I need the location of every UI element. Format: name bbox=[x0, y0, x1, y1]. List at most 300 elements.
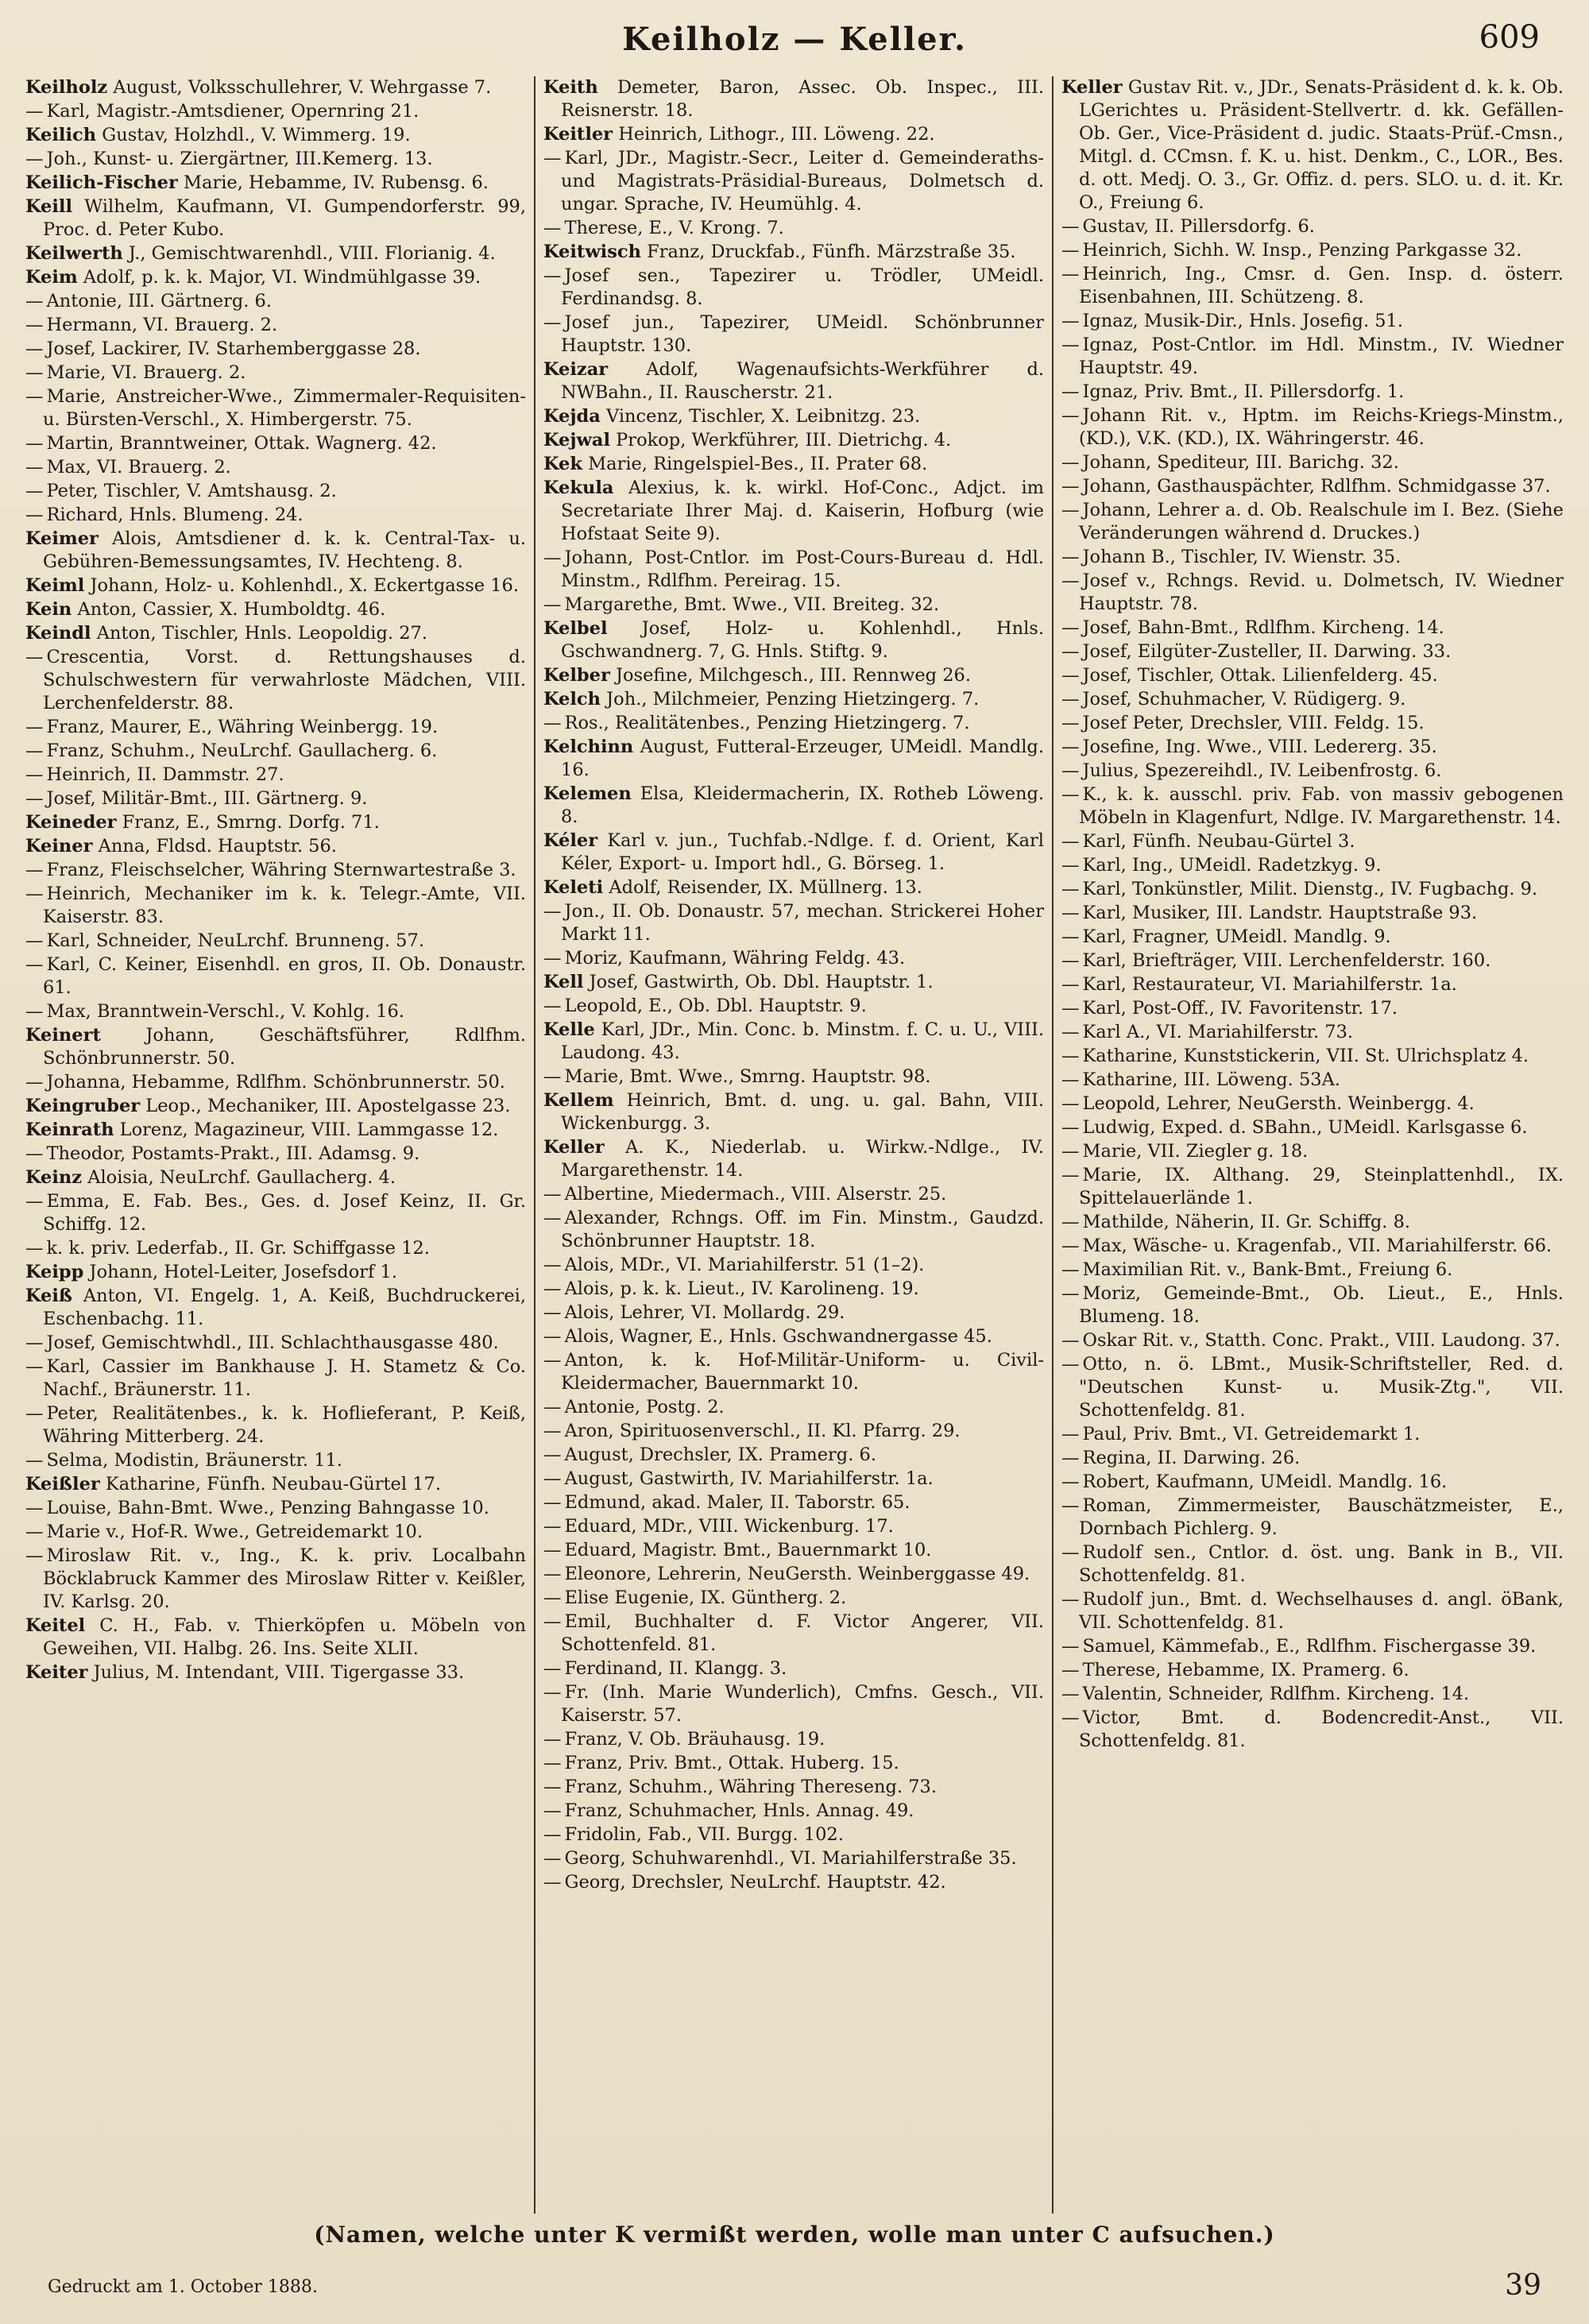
entry-text: Albertine, Miedermach., VIII. Alserstr. 25. bbox=[564, 1184, 947, 1205]
entry-text: Josef, Tischler, Ottak. Lilienfelderg. 45. bbox=[1082, 665, 1438, 686]
directory-entry bbox=[25, 930, 526, 953]
entry-text: Franz, Schuhm., Währing Thereseng. 73. bbox=[564, 1777, 938, 1797]
ditto-dash: — bbox=[25, 101, 44, 122]
directory-entry bbox=[543, 1444, 1044, 1467]
directory-entry bbox=[543, 1611, 1044, 1657]
ditto-dash: — bbox=[25, 1001, 44, 1022]
directory-entry bbox=[25, 1521, 526, 1544]
entry-text: Victor, Bmt. d. Bodencredit-Anst., VII. Schottenfeldg. 81. bbox=[1079, 1707, 1564, 1751]
entry-text: Karl, JDr., Magistr.-Secr., Leiter d. Gemeinderaths- und Magistrats-Präsidial-Bureaus, Dolmetsch d. ungar. Sprache, IV. Heumühlg. 4. bbox=[561, 148, 1044, 215]
directory-entry bbox=[25, 1024, 526, 1070]
directory-entry bbox=[25, 148, 526, 171]
ditto-dash: — bbox=[25, 647, 44, 667]
entry-text: Heinrich, Bmt. d. ung. u. gal. Bahn, VIII. Wickenburgg. 3. bbox=[561, 1090, 1044, 1134]
directory-entry bbox=[25, 646, 526, 715]
directory-entry bbox=[543, 971, 1044, 994]
entry-surname: Keiner bbox=[25, 836, 93, 857]
directory-entry bbox=[543, 453, 1044, 476]
directory-entry bbox=[25, 1071, 526, 1094]
entry-text: Hermann, VI. Brauerg. 2. bbox=[46, 315, 278, 335]
directory-entry bbox=[25, 1143, 526, 1166]
directory-entry bbox=[25, 100, 526, 123]
directory-entry bbox=[1061, 310, 1564, 333]
ditto-dash: — bbox=[1061, 1542, 1080, 1563]
ditto-dash: — bbox=[543, 1848, 562, 1869]
entry-text: Alexius, k. k. wirkl. Hof-Conc., Adjct. im Secretariate Ihrer Maj. d. Kaiserin, Hofburg (wie Hofstaat Seite 9). bbox=[561, 478, 1045, 544]
entry-text: Fr. (Inh. Marie Wunderlich), Cmfns. Gesch., VII. Kaiserstr. 57. bbox=[561, 1682, 1044, 1726]
directory-entry bbox=[1061, 783, 1564, 829]
directory-entry bbox=[25, 76, 526, 99]
entry-text: Theodor, Postamts-Prakt., III. Adamsg. 9. bbox=[46, 1143, 420, 1164]
entry-surname: Keiml bbox=[25, 575, 85, 596]
entry-text: Louise, Bahn-Bmt. Wwe., Penzing Bahngasse 10. bbox=[46, 1498, 489, 1518]
directory-entry bbox=[543, 311, 1044, 358]
ditto-dash: — bbox=[543, 148, 562, 168]
entry-text: Ferdinand, II. Klangg. 3. bbox=[564, 1658, 787, 1679]
directory-columns bbox=[17, 76, 1572, 2214]
ditto-dash: — bbox=[25, 1238, 44, 1259]
ditto-dash: — bbox=[543, 1658, 562, 1679]
entry-surname: Keill bbox=[25, 196, 73, 217]
directory-entry bbox=[543, 900, 1044, 946]
ditto-dash: — bbox=[25, 386, 44, 407]
directory-entry bbox=[1061, 1116, 1564, 1139]
entry-text: Margarethe, Bmt. Wwe., VII. Breiteg. 32. bbox=[564, 594, 940, 615]
entry-text: Franz, E., Smrng. Dorfg. 71. bbox=[122, 812, 380, 833]
ditto-dash: — bbox=[1061, 1022, 1080, 1042]
ditto-dash: — bbox=[1061, 641, 1080, 662]
print-date: Gedruckt am 1. October 1888. bbox=[48, 2277, 318, 2297]
directory-entry bbox=[1061, 1282, 1564, 1328]
ditto-dash: — bbox=[1061, 1046, 1080, 1066]
entry-text: Marie, VI. Brauerg. 2. bbox=[46, 362, 246, 383]
entry-surname: Keith bbox=[543, 77, 598, 98]
ditto-dash: — bbox=[25, 930, 44, 951]
directory-entry bbox=[543, 1065, 1044, 1089]
directory-entry bbox=[1061, 688, 1564, 711]
directory-entry bbox=[1061, 760, 1564, 783]
ditto-dash: — bbox=[1061, 1165, 1080, 1185]
ditto-dash: — bbox=[1061, 405, 1080, 426]
directory-entry bbox=[543, 876, 1044, 899]
entry-text: Antonie, III. Gärtnerg. 6. bbox=[46, 291, 273, 311]
directory-entry bbox=[1061, 334, 1564, 380]
ditto-dash: — bbox=[1061, 1235, 1080, 1256]
directory-entry bbox=[543, 1325, 1044, 1348]
directory-entry bbox=[25, 953, 526, 1000]
directory-entry bbox=[25, 338, 526, 361]
directory-entry bbox=[1061, 1211, 1564, 1234]
entry-text: Karl v. jun., Tuchfab.-Ndlge. f. d. Orient, Karl Kéler, Export- u. Import hdl., G. Börseg. 1. bbox=[561, 830, 1044, 874]
entry-text: Marie, Hebamme, IV. Rubensg. 6. bbox=[184, 172, 489, 193]
entry-text: Josef, Bahn-Bmt., Rdlfhm. Kircheng. 14. bbox=[1082, 617, 1444, 638]
ditto-dash: — bbox=[1061, 1141, 1080, 1162]
directory-entry bbox=[543, 1207, 1044, 1253]
ditto-dash: — bbox=[1061, 1424, 1080, 1444]
entry-text: Karl, C. Keiner, Eisenhdl. en gros, II. Ob. Donaustr. 61. bbox=[43, 954, 526, 998]
page-number: 609 bbox=[1479, 19, 1540, 56]
entry-text: Josef, Schuhmacher, V. Rüdigerg. 9. bbox=[1082, 689, 1406, 710]
directory-entry bbox=[25, 740, 526, 763]
entry-text: Karl, Tonkünstler, Milit. Dienstg., IV. Fugbachg. 9. bbox=[1082, 879, 1538, 899]
entry-text: Karl, Musiker, III. Landstr. Hauptstraße 93. bbox=[1082, 903, 1478, 923]
entry-text: Ignaz, Post-Cntlor. im Hdl. Minstm., IV. Wiedner Hauptstr. 49. bbox=[1079, 334, 1564, 378]
ditto-dash: — bbox=[543, 312, 562, 333]
directory-entry bbox=[543, 783, 1044, 829]
ditto-dash: — bbox=[1061, 381, 1080, 402]
entry-text: Anton, Tischler, Hnls. Leopoldig. 27. bbox=[96, 623, 427, 644]
ditto-dash: — bbox=[1061, 500, 1080, 520]
column-middle bbox=[535, 76, 1054, 2214]
entry-text: Eleonore, Lehrerin, NeuGersth. Weinberggasse 49. bbox=[564, 1564, 1030, 1584]
entry-text: Ignaz, Musik-Dir., Hnls. Josefig. 51. bbox=[1082, 311, 1404, 331]
ditto-dash: — bbox=[1061, 1471, 1080, 1492]
entry-text: Richard, Hnls. Blumeng. 24. bbox=[46, 505, 303, 525]
directory-entry bbox=[543, 995, 1044, 1018]
entry-text: Marie, VII. Ziegler g. 18. bbox=[1082, 1141, 1309, 1162]
directory-entry bbox=[25, 266, 526, 289]
ditto-dash: — bbox=[543, 948, 562, 969]
ditto-dash: — bbox=[543, 1824, 562, 1845]
entry-text: Katharine, Fünfh. Neubau-Gürtel 17. bbox=[105, 1474, 441, 1495]
directory-entry bbox=[25, 1119, 526, 1142]
directory-entry bbox=[25, 1332, 526, 1355]
ditto-dash: — bbox=[1061, 713, 1080, 733]
entry-text: J., Gemischtwarenhdl., VIII. Florianig. 4. bbox=[128, 243, 496, 264]
entry-surname: Kejda bbox=[543, 406, 601, 427]
directory-entry bbox=[1061, 664, 1564, 687]
directory-entry bbox=[1061, 1069, 1564, 1092]
entry-text: Josef, Holz- u. Kohlenhdl., Hnls. Gschwandnerg. 7, G. Hnls. Stiftg. 9. bbox=[561, 618, 1044, 662]
directory-entry bbox=[25, 1497, 526, 1520]
entry-text: Joh., Milchmeier, Penzing Hietzingerg. 7. bbox=[606, 689, 980, 710]
ditto-dash: — bbox=[543, 547, 562, 568]
ditto-dash: — bbox=[25, 764, 44, 785]
directory-entry bbox=[543, 1800, 1044, 1823]
entry-text: Franz, Druckfab., Fünfh. Märzstraße 35. bbox=[647, 242, 1016, 262]
entry-text: Leopold, Lehrer, NeuGersth. Weinbergg. 4. bbox=[1082, 1093, 1475, 1114]
ditto-dash: — bbox=[543, 1729, 562, 1750]
entry-text: Franz, Fleischselcher, Währing Sternwartestraße 3. bbox=[46, 860, 516, 880]
directory-entry bbox=[1061, 1707, 1564, 1753]
entry-text: Johann, Hotel-Leiter, Josefsdorf 1. bbox=[89, 1262, 397, 1282]
directory-entry bbox=[1061, 404, 1564, 450]
ditto-dash: — bbox=[1061, 1448, 1080, 1468]
directory-entry bbox=[1061, 1471, 1564, 1494]
ditto-dash: — bbox=[25, 860, 44, 880]
entry-text: Alois, Lehrer, VI. Mollardg. 29. bbox=[564, 1302, 845, 1323]
ditto-dash: — bbox=[1061, 1707, 1080, 1728]
entry-surname: Kein bbox=[25, 599, 72, 620]
ditto-dash: — bbox=[25, 1356, 44, 1377]
entry-surname: Kéler bbox=[543, 830, 598, 851]
ditto-dash: — bbox=[1061, 1354, 1080, 1375]
entry-surname: Keißler bbox=[25, 1474, 100, 1495]
ditto-dash: — bbox=[1061, 240, 1080, 261]
ditto-dash: — bbox=[1061, 1330, 1080, 1351]
entry-text: Julius, Spezereihdl., IV. Leibenfrostg. 6. bbox=[1082, 760, 1442, 781]
entry-text: Lorenz, Magazineur, VIII. Lammgasse 12. bbox=[119, 1119, 499, 1140]
entry-text: Franz, Schuhmacher, Hnls. Annag. 49. bbox=[564, 1800, 914, 1821]
entry-text: Samuel, Kämmefab., E., Rdlfhm. Fischergasse 39. bbox=[1082, 1636, 1537, 1657]
entry-text: Gustav, Holzhdl., V. Wimmerg. 19. bbox=[102, 125, 411, 145]
directory-entry bbox=[543, 617, 1044, 663]
directory-entry bbox=[543, 1847, 1044, 1870]
entry-text: Leopold, E., Ob. Dbl. Hauptstr. 9. bbox=[564, 996, 867, 1016]
entry-text: Aron, Spirituosenverschl., II. Kl. Pfarrg. 29. bbox=[564, 1421, 961, 1441]
directory-entry bbox=[543, 477, 1044, 546]
directory-entry bbox=[25, 432, 526, 455]
ditto-dash: — bbox=[543, 1587, 562, 1608]
entry-text: Therese, Hebamme, IX. Pramerg. 6. bbox=[1082, 1660, 1409, 1680]
entry-text: Mathilde, Näherin, II. Gr. Schiffg. 8. bbox=[1082, 1212, 1411, 1232]
directory-entry bbox=[543, 1301, 1044, 1324]
entry-surname: Kelchinn bbox=[543, 737, 634, 757]
directory-entry bbox=[25, 1402, 526, 1448]
ditto-dash: — bbox=[543, 1208, 562, 1228]
directory-entry bbox=[1061, 854, 1564, 877]
ditto-dash: — bbox=[543, 1066, 562, 1087]
entry-text: Johann Rit. v., Hptm. im Reichs-Kriegs-Minstm., (KD.), V.K. (KD.), IX. Währingerstr. 46. bbox=[1079, 405, 1564, 449]
entry-surname: Keingruber bbox=[25, 1096, 141, 1116]
entry-text: Ros., Realitätenbes., Penzing Hietzingerg. 7. bbox=[564, 713, 970, 733]
directory-entry bbox=[543, 1823, 1044, 1846]
entry-text: Robert, Kaufmann, UMeidl. Mandlg. 16. bbox=[1082, 1471, 1448, 1492]
ditto-dash: — bbox=[1061, 617, 1080, 638]
entry-text: Josef, Gemischtwhdl., III. Schlachthausgasse 480. bbox=[46, 1332, 499, 1353]
entry-text: Adolf, p. k. k. Major, VI. Windmühlgasse 39. bbox=[83, 267, 481, 288]
entry-text: Elise Eugenie, IX. Güntherg. 2. bbox=[564, 1587, 847, 1608]
entry-surname: Keller bbox=[543, 1137, 605, 1158]
entry-text: Josefine, Ing. Wwe., VIII. Ledererg. 35. bbox=[1082, 737, 1437, 757]
directory-entry bbox=[543, 1467, 1044, 1491]
ditto-dash: — bbox=[25, 362, 44, 383]
ditto-dash: — bbox=[543, 1872, 562, 1893]
ditto-dash: — bbox=[25, 149, 44, 169]
entry-text: Max, VI. Brauerg. 2. bbox=[46, 457, 231, 478]
directory-entry bbox=[1061, 1541, 1564, 1587]
directory-entry bbox=[543, 1776, 1044, 1799]
entry-text: Rudolf sen., Cntlor. d. öst. ung. Bank in B., VII. Schottenfeldg. 81. bbox=[1079, 1542, 1564, 1586]
column-right bbox=[1054, 76, 1572, 2214]
directory-entry bbox=[25, 859, 526, 882]
entry-text: Alois, MDr., VI. Mariahilferstr. 51 (1–2). bbox=[564, 1255, 925, 1275]
directory-entry bbox=[25, 1190, 526, 1236]
entry-text: Wilhelm, Kaufmann, VI. Gumpendorferstr. 99, Proc. d. Peter Kubo. bbox=[43, 196, 526, 240]
entry-text: Georg, Schuhwarenhdl., VI. Mariahilferstraße 35. bbox=[564, 1848, 1017, 1869]
entry-text: Johann, Post-Cntlor. im Post-Cours-Bureau d. Hdl. Minstm., Rdlfhm. Pereirag. 15. bbox=[561, 547, 1044, 591]
entry-text: Eduard, Magistr. Bmt., Bauernmarkt 10. bbox=[564, 1540, 932, 1560]
entry-text: Aloisia, NeuLrchf. Gaullacherg. 4. bbox=[87, 1167, 396, 1188]
ditto-dash: — bbox=[1061, 974, 1080, 995]
entry-text: Julius, M. Intendant, VIII. Tigergasse 33. bbox=[93, 1662, 465, 1683]
entry-text: Heinrich, Mechaniker im k. k. Telegr.-Amte, VII. Kaiserstr. 83. bbox=[43, 884, 526, 927]
ditto-dash: — bbox=[25, 1403, 44, 1424]
directory-entry bbox=[1061, 1329, 1564, 1352]
entry-text: Moriz, Gemeinde-Bmt., Ob. Lieut., E., Hnls. Blumeng. 18. bbox=[1079, 1283, 1564, 1327]
column-left bbox=[17, 76, 535, 2214]
entry-text: Regina, II. Darwing. 26. bbox=[1082, 1448, 1301, 1468]
ditto-dash: — bbox=[1061, 311, 1080, 331]
directory-entry bbox=[25, 764, 526, 787]
directory-entry bbox=[543, 241, 1044, 264]
entry-text: Karl, Schneider, NeuLrchf. Brunneng. 57. bbox=[46, 930, 424, 951]
entry-surname: Keitel bbox=[25, 1615, 86, 1636]
entry-text: K., k. k. ausschl. priv. Fab. von massiv gebogenen Möbeln in Klagenfurt, Ndlge. IV. Margarethenstr. 14. bbox=[1079, 784, 1564, 828]
ditto-dash: — bbox=[543, 1800, 562, 1821]
directory-entry bbox=[25, 124, 526, 147]
directory-entry bbox=[1061, 1447, 1564, 1470]
ditto-dash: — bbox=[543, 1184, 562, 1205]
entry-text: Max, Wäsche- u. Kragenfab., VII. Mariahilferstr. 66. bbox=[1082, 1235, 1552, 1256]
directory-entry bbox=[25, 1095, 526, 1118]
directory-entry bbox=[543, 1728, 1044, 1751]
ditto-dash: — bbox=[1061, 879, 1080, 899]
ditto-dash: — bbox=[1061, 1069, 1080, 1090]
ditto-dash: — bbox=[1061, 547, 1080, 567]
entry-text: Karl, Post-Off., IV. Favoritenstr. 17. bbox=[1082, 998, 1398, 1019]
ditto-dash: — bbox=[25, 457, 44, 478]
directory-entry bbox=[25, 1473, 526, 1496]
directory-entry bbox=[543, 1396, 1044, 1419]
directory-entry bbox=[1061, 1164, 1564, 1210]
directory-entry bbox=[1061, 712, 1564, 735]
entry-text: Oskar Rit. v., Statth. Conc. Prakt., VIII. Laudong. 37. bbox=[1082, 1330, 1560, 1351]
directory-entry bbox=[543, 1563, 1044, 1586]
entry-text: Karl, Briefträger, VIII. Lerchenfelderstr. 160. bbox=[1082, 950, 1491, 971]
entry-surname: Keleti bbox=[543, 877, 604, 898]
ditto-dash: — bbox=[543, 713, 562, 733]
ditto-dash: — bbox=[1061, 1684, 1080, 1704]
ditto-dash: — bbox=[543, 1255, 562, 1275]
directory-entry bbox=[1061, 1092, 1564, 1116]
entry-text: Johann, Lehrer a. d. Ob. Realschule im I. Bez. (Siehe Veränderungen während d. Druckes.) bbox=[1079, 500, 1564, 543]
directory-entry bbox=[543, 1539, 1044, 1562]
entry-surname: Kelch bbox=[543, 689, 601, 710]
directory-entry bbox=[1061, 1659, 1564, 1682]
ditto-dash: — bbox=[1061, 476, 1080, 497]
entry-surname: Keinz bbox=[25, 1167, 83, 1188]
directory-entry bbox=[543, 429, 1044, 452]
directory-entry bbox=[1061, 1635, 1564, 1658]
page-header bbox=[0, 14, 1589, 70]
entry-text: Adolf, Reisender, IX. Müllnerg. 13. bbox=[609, 877, 922, 898]
entry-text: Marie v., Hof-R. Wwe., Getreidemarkt 10. bbox=[46, 1522, 423, 1542]
ditto-dash: — bbox=[1061, 452, 1080, 473]
entry-text: Anton, k. k. Hof-Militär-Uniform- u. Civil-Kleidermacher, Bauernmarkt 10. bbox=[561, 1350, 1044, 1394]
directory-entry bbox=[25, 622, 526, 645]
ditto-dash: — bbox=[25, 433, 44, 454]
directory-entry bbox=[25, 598, 526, 621]
ditto-dash: — bbox=[1061, 1259, 1080, 1280]
ditto-dash: — bbox=[543, 594, 562, 615]
entry-surname: Keitler bbox=[543, 124, 613, 145]
ditto-dash: — bbox=[25, 338, 44, 359]
ditto-dash: — bbox=[543, 1516, 562, 1537]
entry-text: Karl, Ing., UMeidl. Radetzkyg. 9. bbox=[1082, 855, 1382, 876]
directory-entry bbox=[25, 1545, 526, 1614]
entry-surname: Kelber bbox=[543, 665, 610, 686]
directory-entry bbox=[25, 1614, 526, 1661]
ditto-dash: — bbox=[1061, 784, 1080, 805]
entry-text: Josef sen., Tapezirer u. Trödler, UMeidl. Ferdinandsg. 8. bbox=[561, 265, 1044, 309]
ditto-dash: — bbox=[1061, 1495, 1080, 1516]
directory-entry bbox=[1061, 1235, 1564, 1258]
ditto-dash: — bbox=[543, 1278, 562, 1299]
ditto-dash: — bbox=[1061, 1589, 1080, 1610]
entry-surname: Keizar bbox=[543, 359, 609, 380]
directory-entry bbox=[1061, 381, 1564, 404]
footnote: (Namen, welche unter K vermißt werden, wolle man unter C aufsuchen.) bbox=[314, 2222, 1275, 2248]
ditto-dash: — bbox=[1061, 334, 1080, 355]
ditto-dash: — bbox=[543, 1611, 562, 1632]
directory-entry bbox=[1061, 1495, 1564, 1541]
ditto-dash: — bbox=[25, 315, 44, 335]
directory-entry bbox=[1061, 949, 1564, 973]
entry-text: Marie, IX. Althang. 29, Steinplattenhdl., IX. Spittelauerlände 1. bbox=[1079, 1165, 1564, 1208]
entry-text: Georg, Drechsler, NeuLrchf. Hauptstr. 42. bbox=[564, 1872, 946, 1893]
directory-entry bbox=[543, 217, 1044, 240]
ditto-dash: — bbox=[543, 1397, 562, 1417]
entry-surname: Keilwerth bbox=[25, 243, 123, 264]
entry-text: Karl, Magistr.-Amtsdiener, Opernring 21. bbox=[46, 101, 419, 122]
entry-surname: Keilich bbox=[25, 125, 97, 145]
entry-text: Emma, E. Fab. Bes., Ges. d. Josef Keinz, II. Gr. Schiffg. 12. bbox=[43, 1191, 526, 1235]
directory-entry bbox=[1061, 640, 1564, 663]
entry-text: August, Volksschullehrer, V. Wehrgasse 7. bbox=[113, 77, 492, 98]
entry-text: Jon., II. Ob. Donaustr. 57, mechan. Strickerei Hoher Markt 11. bbox=[561, 901, 1044, 945]
entry-surname: Kejwal bbox=[543, 430, 611, 450]
directory-entry bbox=[543, 358, 1044, 404]
ditto-dash: — bbox=[1061, 737, 1080, 757]
sheet-number: 39 bbox=[1505, 2269, 1541, 2302]
directory-entry bbox=[543, 1254, 1044, 1277]
entry-text: Johann, Holz- u. Kohlenhdl., X. Eckertgasse 16. bbox=[90, 575, 520, 596]
entry-text: Elsa, Kleidermacherin, IX. Rotheb Löweng. 8. bbox=[561, 783, 1044, 827]
entry-text: Karl A., VI. Mariahilferstr. 73. bbox=[1082, 1022, 1354, 1042]
ditto-dash: — bbox=[543, 1302, 562, 1323]
ditto-dash: — bbox=[1061, 831, 1080, 852]
entry-text: Antonie, Postg. 2. bbox=[564, 1397, 725, 1417]
entry-text: Josefine, Milchgesch., III. Rennweg 26. bbox=[615, 665, 971, 686]
directory-entry bbox=[25, 456, 526, 479]
directory-entry bbox=[1061, 263, 1564, 309]
directory-entry bbox=[1061, 215, 1564, 238]
directory-entry bbox=[25, 1166, 526, 1189]
directory-entry bbox=[1061, 1423, 1564, 1446]
ditto-dash: — bbox=[543, 218, 562, 238]
directory-entry bbox=[25, 1449, 526, 1472]
directory-entry bbox=[25, 574, 526, 597]
ditto-dash: — bbox=[543, 901, 562, 922]
directory-entry bbox=[543, 76, 1044, 122]
entry-text: Karl, Fünfh. Neubau-Gürtel 3. bbox=[1082, 831, 1355, 852]
entry-text: Franz, Schuhm., NeuLrchf. Gaullacherg. 6. bbox=[46, 741, 438, 761]
entry-surname: Kellem bbox=[543, 1090, 614, 1111]
entry-text: Anton, VI. Engelg. 1, A. Keiß, Buchdruckerei, Eschenbachg. 11. bbox=[43, 1286, 527, 1329]
ditto-dash: — bbox=[543, 1326, 562, 1347]
directory-entry bbox=[1061, 926, 1564, 949]
entry-text: Miroslaw Rit. v., Ing., K. k. priv. Localbahn Böcklabruck Kammer des Miroslaw Ritter v. Keißler, IV. Karlsg. 20. bbox=[43, 1545, 526, 1612]
ditto-dash: — bbox=[1061, 665, 1080, 686]
ditto-dash: — bbox=[25, 717, 44, 737]
ditto-dash: — bbox=[25, 741, 44, 761]
directory-entry bbox=[1061, 617, 1564, 640]
entry-text: Alois, p. k. k. Lieut., IV. Karolineng. 19. bbox=[564, 1278, 919, 1299]
directory-entry bbox=[25, 1355, 526, 1402]
entry-text: Katharine, Kunststickerin, VII. St. Ulrichsplatz 4. bbox=[1082, 1046, 1529, 1066]
ditto-dash: — bbox=[543, 1468, 562, 1489]
